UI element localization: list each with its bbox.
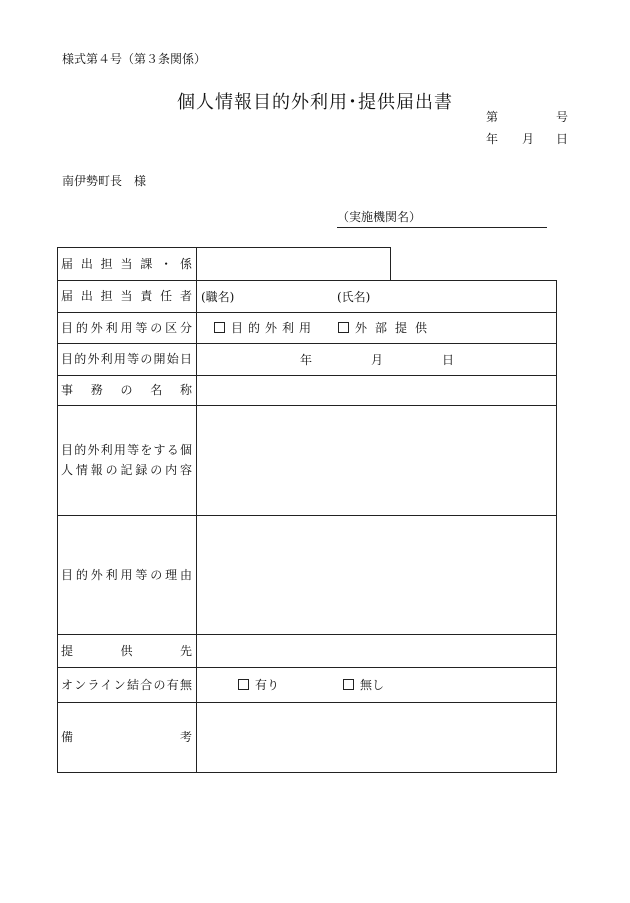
option-purpose-use[interactable]: 目的外利用 [214, 312, 316, 343]
number-suffix: 号 [556, 110, 569, 124]
row-online-connection [57, 667, 557, 702]
label-start-date: 目的外利用等の開始日 [61, 352, 192, 366]
checkbox-icon[interactable] [238, 679, 249, 690]
position-field[interactable] [201, 280, 331, 312]
label-reason: 目的外利用等の理由 [61, 567, 192, 582]
label-responsible-person: 届出担当責任者 [61, 289, 192, 303]
start-day: 日 [442, 352, 455, 367]
recipient-field[interactable] [197, 634, 556, 667]
checkbox-icon[interactable] [343, 679, 354, 690]
department-field[interactable] [197, 247, 391, 280]
date-month: 月 [522, 132, 535, 146]
name-label: (氏名) [337, 289, 371, 304]
row-business-name [57, 375, 557, 405]
checkbox-icon[interactable] [214, 322, 225, 333]
row-start-date [57, 343, 557, 375]
label-department: 届出担当課・係 [61, 256, 192, 271]
option-online-yes[interactable]: 有り [238, 667, 279, 702]
start-date-field[interactable] [197, 343, 556, 375]
checkbox-icon[interactable] [338, 322, 349, 333]
agency-name-field[interactable] [337, 208, 547, 228]
row-usage-type [57, 312, 557, 343]
agency-label: （実施機関名） [337, 210, 422, 224]
option-external-provision[interactable]: 外部提供 [338, 312, 435, 343]
record-content-field[interactable] [197, 405, 556, 515]
row-reason [57, 515, 557, 634]
row-remarks [57, 702, 557, 772]
label-record-content: 目的外利用等をする個人情報の記録の内容 [61, 443, 192, 477]
position-label: (職名) [201, 289, 235, 304]
label-remarks: 備考 [61, 730, 192, 744]
row-department [57, 247, 391, 280]
row-responsible-person [57, 280, 557, 312]
number-prefix: 第 [486, 110, 499, 124]
label-business-name: 事務の名称 [61, 383, 192, 397]
start-month: 月 [371, 352, 384, 367]
form-number: 様式第４号（第３条関係） [62, 52, 207, 66]
date-day: 日 [556, 132, 569, 146]
label-recipient: 提供先 [61, 643, 192, 658]
row-recipient [57, 634, 557, 667]
row-record-content [57, 405, 557, 515]
name-field[interactable] [337, 280, 556, 312]
option-online-no[interactable]: 無し [343, 667, 384, 702]
document-title: 個人情報目的外利用･提供届出書 [177, 92, 453, 113]
start-year: 年 [300, 352, 313, 367]
addressee: 南伊勢町長 様 [62, 174, 147, 188]
remarks-field[interactable] [197, 702, 556, 772]
reason-field[interactable] [197, 515, 556, 634]
label-usage-type: 目的外利用等の区分 [61, 320, 192, 335]
date-year: 年 [486, 132, 499, 146]
label-online-connection: オンライン結合の有無 [61, 677, 192, 692]
business-name-field[interactable] [197, 375, 556, 405]
